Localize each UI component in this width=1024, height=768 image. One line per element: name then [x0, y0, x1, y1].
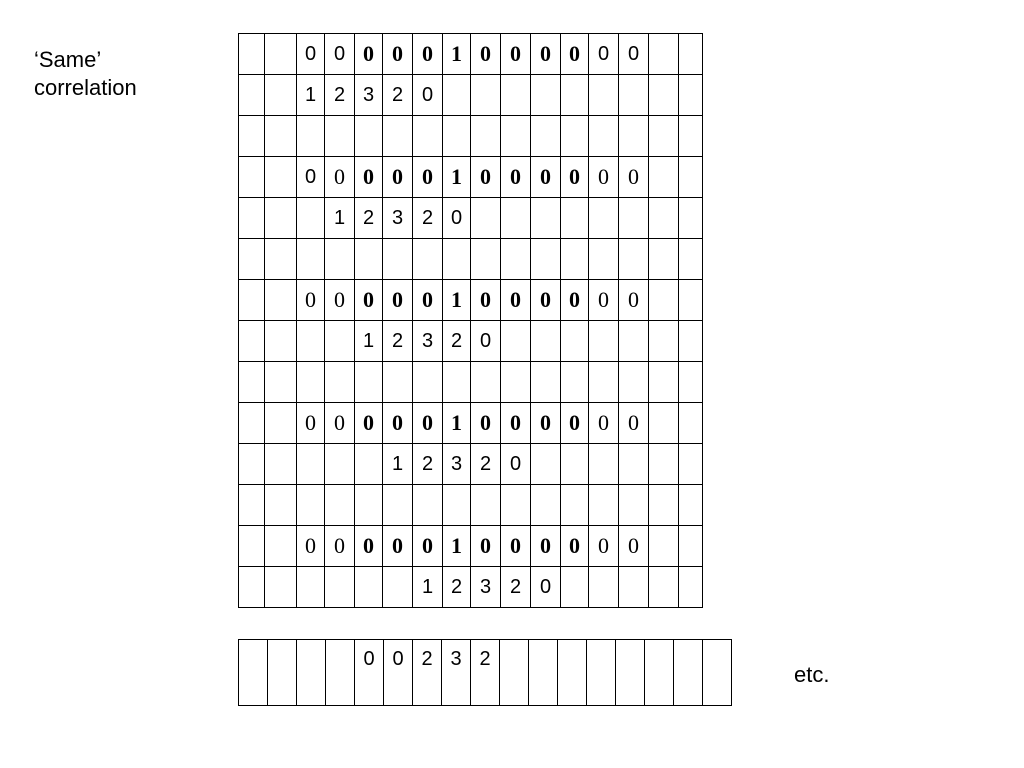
- empty-cell: [239, 34, 265, 75]
- empty-cell: [649, 444, 679, 485]
- empty-cell: [619, 75, 649, 116]
- kernel-cell: 2: [471, 444, 501, 485]
- empty-cell: [619, 485, 649, 526]
- kernel-row: [239, 198, 703, 239]
- empty-cell: [619, 321, 649, 362]
- signal-cell: 0: [501, 34, 531, 75]
- empty-cell: [679, 280, 703, 321]
- empty-cell: [239, 403, 265, 444]
- empty-cell: [561, 362, 589, 403]
- empty-cell: [531, 485, 561, 526]
- kernel-cell: 2: [325, 75, 355, 116]
- kernel-row: [239, 321, 703, 362]
- empty-cell: [297, 116, 325, 157]
- empty-cell: [501, 116, 531, 157]
- empty-cell: [443, 239, 471, 280]
- empty-cell: [561, 116, 589, 157]
- empty-cell: [325, 362, 355, 403]
- signal-cell: 0: [531, 280, 561, 321]
- empty-cell: [649, 198, 679, 239]
- signal-row: [239, 157, 703, 198]
- signal-cell: 0: [325, 280, 355, 321]
- signal-cell: 0: [297, 403, 325, 444]
- empty-cell: [649, 321, 679, 362]
- signal-cell: 0: [619, 280, 649, 321]
- signal-cell: 1: [443, 157, 471, 198]
- empty-cell: [679, 239, 703, 280]
- signal-cell: 0: [413, 526, 443, 567]
- empty-cell: [297, 640, 326, 706]
- empty-cell: [679, 157, 703, 198]
- result-cell: 2: [471, 640, 500, 706]
- signal-cell: 0: [413, 280, 443, 321]
- empty-cell: [239, 239, 265, 280]
- kernel-cell: 1: [297, 75, 325, 116]
- empty-cell: [619, 567, 649, 608]
- signal-cell: 0: [619, 34, 649, 75]
- kernel-cell: 3: [443, 444, 471, 485]
- empty-cell: [501, 198, 531, 239]
- empty-cell: [355, 362, 383, 403]
- signal-cell: 0: [561, 157, 589, 198]
- signal-cell: 0: [589, 157, 619, 198]
- signal-cell: 0: [297, 34, 325, 75]
- signal-cell: 0: [355, 157, 383, 198]
- empty-cell: [383, 567, 413, 608]
- empty-cell: [587, 640, 616, 706]
- signal-cell: 1: [443, 526, 471, 567]
- empty-cell: [679, 444, 703, 485]
- etc-note: etc.: [794, 662, 830, 687]
- empty-cell: [471, 75, 501, 116]
- kernel-row: [239, 567, 703, 608]
- signal-cell: 0: [355, 280, 383, 321]
- empty-cell: [239, 444, 265, 485]
- empty-cell: [674, 640, 703, 706]
- empty-cell: [501, 239, 531, 280]
- empty-cell: [265, 34, 297, 75]
- empty-cell: [649, 280, 679, 321]
- signal-cell: 0: [383, 280, 413, 321]
- signal-cell: 0: [297, 280, 325, 321]
- empty-cell: [325, 116, 355, 157]
- empty-cell: [355, 567, 383, 608]
- signal-cell: 0: [561, 526, 589, 567]
- empty-cell: [679, 526, 703, 567]
- kernel-cell: 0: [501, 444, 531, 485]
- signal-cell: 0: [471, 403, 501, 444]
- empty-cell: [500, 640, 529, 706]
- signal-cell: 0: [561, 280, 589, 321]
- empty-cell: [649, 157, 679, 198]
- kernel-cell: 0: [443, 198, 471, 239]
- empty-cell: [649, 567, 679, 608]
- empty-cell: [531, 239, 561, 280]
- result-row: [239, 640, 732, 706]
- empty-cell: [471, 198, 501, 239]
- empty-cell: [297, 239, 325, 280]
- kernel-cell: 3: [413, 321, 443, 362]
- empty-cell: [589, 116, 619, 157]
- empty-cell: [355, 239, 383, 280]
- correlation-grid: [238, 33, 703, 608]
- signal-cell: 0: [471, 280, 501, 321]
- empty-cell: [649, 526, 679, 567]
- result-grid: [238, 639, 732, 706]
- kernel-cell: 2: [443, 567, 471, 608]
- empty-cell: [531, 116, 561, 157]
- empty-cell: [325, 321, 355, 362]
- result-cell: 0: [355, 640, 384, 706]
- empty-cell: [239, 567, 265, 608]
- signal-row: [239, 403, 703, 444]
- signal-cell: 0: [355, 526, 383, 567]
- caption: [34, 46, 137, 102]
- signal-cell: 0: [413, 157, 443, 198]
- empty-cell: [703, 640, 732, 706]
- empty-cell: [239, 640, 268, 706]
- signal-cell: 0: [531, 526, 561, 567]
- empty-cell: [531, 198, 561, 239]
- empty-cell: [265, 157, 297, 198]
- signal-cell: 0: [383, 34, 413, 75]
- empty-cell: [679, 403, 703, 444]
- signal-cell: 0: [471, 34, 501, 75]
- signal-cell: 0: [619, 403, 649, 444]
- empty-cell: [679, 198, 703, 239]
- signal-cell: 0: [297, 157, 325, 198]
- empty-cell: [265, 198, 297, 239]
- empty-cell: [531, 321, 561, 362]
- kernel-cell: 2: [413, 444, 443, 485]
- signal-row: [239, 526, 703, 567]
- empty-cell: [679, 321, 703, 362]
- signal-cell: 0: [471, 157, 501, 198]
- empty-cell: [561, 485, 589, 526]
- signal-cell: 0: [561, 403, 589, 444]
- empty-cell: [443, 116, 471, 157]
- empty-cell: [239, 280, 265, 321]
- empty-cell: [561, 321, 589, 362]
- empty-cell: [679, 116, 703, 157]
- empty-cell: [265, 321, 297, 362]
- kernel-cell: 1: [413, 567, 443, 608]
- kernel-cell: 0: [531, 567, 561, 608]
- kernel-cell: 1: [355, 321, 383, 362]
- empty-cell: [619, 116, 649, 157]
- empty-cell: [265, 362, 297, 403]
- signal-cell: 0: [355, 403, 383, 444]
- empty-cell: [265, 239, 297, 280]
- signal-row: [239, 280, 703, 321]
- kernel-cell: 2: [443, 321, 471, 362]
- empty-cell: [561, 75, 589, 116]
- signal-cell: 0: [471, 526, 501, 567]
- signal-cell: 0: [297, 526, 325, 567]
- empty-cell: [616, 640, 645, 706]
- empty-cell: [239, 321, 265, 362]
- empty-cell: [471, 116, 501, 157]
- kernel-cell: 3: [471, 567, 501, 608]
- signal-cell: 0: [501, 526, 531, 567]
- empty-cell: [265, 403, 297, 444]
- empty-cell: [531, 75, 561, 116]
- kernel-cell: 1: [325, 198, 355, 239]
- signal-cell: 0: [383, 526, 413, 567]
- empty-cell: [355, 485, 383, 526]
- empty-cell: [239, 526, 265, 567]
- empty-cell: [561, 567, 589, 608]
- signal-cell: 0: [325, 157, 355, 198]
- empty-cell: [297, 567, 325, 608]
- empty-cell: [649, 34, 679, 75]
- blank-row: [239, 362, 703, 403]
- signal-cell: 0: [383, 403, 413, 444]
- empty-cell: [265, 280, 297, 321]
- caption-line-2: correlation: [34, 75, 137, 100]
- kernel-row: [239, 75, 703, 116]
- empty-cell: [355, 444, 383, 485]
- empty-cell: [239, 116, 265, 157]
- signal-cell: 0: [325, 403, 355, 444]
- signal-cell: 0: [589, 34, 619, 75]
- empty-cell: [265, 567, 297, 608]
- empty-cell: [619, 239, 649, 280]
- signal-cell: 0: [501, 280, 531, 321]
- signal-cell: 0: [325, 34, 355, 75]
- empty-cell: [501, 485, 531, 526]
- signal-cell: 0: [383, 157, 413, 198]
- empty-cell: [297, 321, 325, 362]
- empty-cell: [297, 198, 325, 239]
- kernel-cell: 3: [383, 198, 413, 239]
- result-cell: 2: [413, 640, 442, 706]
- signal-cell: 0: [413, 403, 443, 444]
- signal-cell: 1: [443, 403, 471, 444]
- empty-cell: [501, 75, 531, 116]
- empty-cell: [501, 362, 531, 403]
- empty-cell: [326, 640, 355, 706]
- kernel-cell: 1: [383, 444, 413, 485]
- result-cell: 0: [384, 640, 413, 706]
- empty-cell: [413, 362, 443, 403]
- blank-row: [239, 239, 703, 280]
- kernel-cell: 0: [413, 75, 443, 116]
- empty-cell: [649, 485, 679, 526]
- empty-cell: [265, 485, 297, 526]
- empty-cell: [589, 239, 619, 280]
- empty-cell: [443, 75, 471, 116]
- empty-cell: [265, 444, 297, 485]
- empty-cell: [531, 362, 561, 403]
- empty-cell: [297, 485, 325, 526]
- empty-cell: [645, 640, 674, 706]
- empty-cell: [589, 362, 619, 403]
- empty-cell: [589, 485, 619, 526]
- empty-cell: [471, 362, 501, 403]
- empty-cell: [649, 75, 679, 116]
- empty-cell: [265, 75, 297, 116]
- empty-cell: [265, 116, 297, 157]
- empty-cell: [619, 444, 649, 485]
- empty-cell: [239, 157, 265, 198]
- empty-cell: [239, 198, 265, 239]
- blank-row: [239, 485, 703, 526]
- empty-cell: [413, 239, 443, 280]
- empty-cell: [589, 198, 619, 239]
- signal-cell: 0: [355, 34, 383, 75]
- blank-row: [239, 116, 703, 157]
- kernel-cell: 2: [413, 198, 443, 239]
- signal-cell: 0: [325, 526, 355, 567]
- empty-cell: [529, 640, 558, 706]
- empty-cell: [239, 362, 265, 403]
- signal-cell: 0: [531, 157, 561, 198]
- signal-cell: 0: [561, 34, 589, 75]
- empty-cell: [649, 239, 679, 280]
- signal-cell: 0: [501, 403, 531, 444]
- empty-cell: [239, 485, 265, 526]
- signal-cell: 1: [443, 280, 471, 321]
- empty-cell: [649, 403, 679, 444]
- empty-cell: [383, 362, 413, 403]
- signal-row: [239, 34, 703, 75]
- empty-cell: [561, 198, 589, 239]
- empty-cell: [649, 116, 679, 157]
- empty-cell: [679, 34, 703, 75]
- empty-cell: [325, 567, 355, 608]
- empty-cell: [268, 640, 297, 706]
- empty-cell: [558, 640, 587, 706]
- empty-cell: [561, 239, 589, 280]
- signal-cell: 0: [589, 403, 619, 444]
- signal-cell: 0: [531, 34, 561, 75]
- empty-cell: [471, 239, 501, 280]
- empty-cell: [501, 321, 531, 362]
- empty-cell: [443, 362, 471, 403]
- signal-cell: 0: [413, 34, 443, 75]
- empty-cell: [589, 321, 619, 362]
- signal-cell: 0: [589, 280, 619, 321]
- caption-line-1: ‘Same’: [34, 47, 102, 72]
- kernel-cell: 2: [355, 198, 383, 239]
- signal-cell: 0: [531, 403, 561, 444]
- empty-cell: [413, 116, 443, 157]
- empty-cell: [383, 485, 413, 526]
- empty-cell: [265, 526, 297, 567]
- empty-cell: [619, 198, 649, 239]
- empty-cell: [383, 239, 413, 280]
- empty-cell: [679, 75, 703, 116]
- empty-cell: [325, 485, 355, 526]
- signal-cell: 0: [501, 157, 531, 198]
- empty-cell: [589, 567, 619, 608]
- empty-cell: [679, 485, 703, 526]
- empty-cell: [355, 116, 383, 157]
- empty-cell: [679, 567, 703, 608]
- signal-cell: 0: [619, 526, 649, 567]
- empty-cell: [589, 444, 619, 485]
- kernel-cell: 3: [355, 75, 383, 116]
- kernel-cell: 2: [383, 321, 413, 362]
- empty-cell: [619, 362, 649, 403]
- empty-cell: [239, 75, 265, 116]
- empty-cell: [383, 116, 413, 157]
- empty-cell: [589, 75, 619, 116]
- empty-cell: [297, 444, 325, 485]
- empty-cell: [679, 362, 703, 403]
- empty-cell: [325, 444, 355, 485]
- empty-cell: [531, 444, 561, 485]
- empty-cell: [443, 485, 471, 526]
- kernel-row: [239, 444, 703, 485]
- empty-cell: [297, 362, 325, 403]
- signal-cell: 0: [589, 526, 619, 567]
- kernel-cell: 0: [471, 321, 501, 362]
- empty-cell: [413, 485, 443, 526]
- empty-cell: [325, 239, 355, 280]
- empty-cell: [471, 485, 501, 526]
- kernel-cell: 2: [501, 567, 531, 608]
- signal-cell: 0: [619, 157, 649, 198]
- kernel-cell: 2: [383, 75, 413, 116]
- empty-cell: [561, 444, 589, 485]
- result-cell: 3: [442, 640, 471, 706]
- empty-cell: [649, 362, 679, 403]
- signal-cell: 1: [443, 34, 471, 75]
